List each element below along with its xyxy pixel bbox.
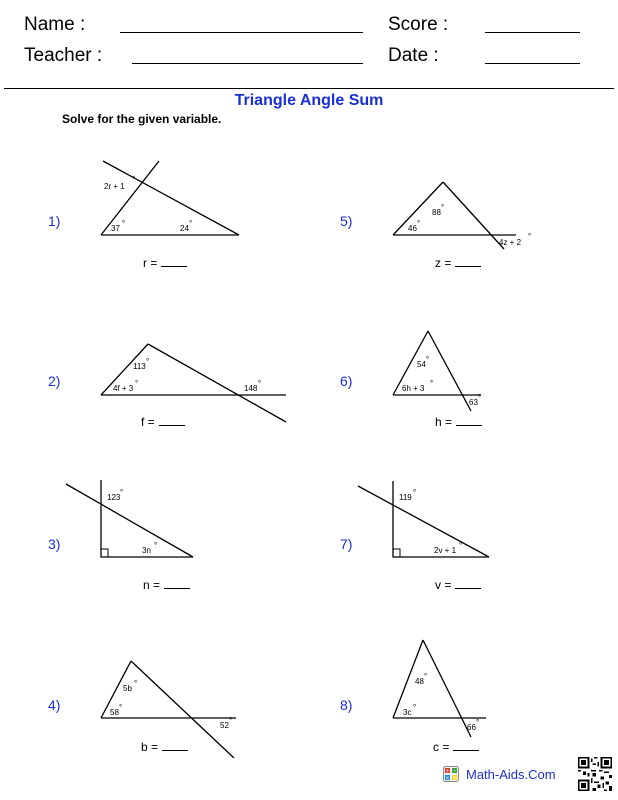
- svg-text:°: °: [528, 232, 532, 241]
- triangle-figure: [328, 320, 598, 470]
- name-field[interactable]: [120, 32, 363, 33]
- problem-number: 5): [340, 213, 353, 229]
- svg-text:+: +: [445, 768, 450, 775]
- angle-label: 6h + 3: [402, 384, 425, 393]
- problem-8: [328, 640, 598, 790]
- header-divider: [4, 88, 614, 89]
- date-label: Date :: [388, 45, 439, 66]
- answer-label: h =: [435, 415, 453, 429]
- angle-label: 3n: [142, 546, 151, 555]
- angle-label: 66: [467, 723, 476, 732]
- calculator-icon: [443, 766, 459, 782]
- svg-text:°: °: [154, 541, 158, 550]
- problem-number: 1): [48, 213, 61, 229]
- answer-blank[interactable]: [455, 256, 481, 267]
- svg-text:°: °: [430, 379, 434, 388]
- triangle-figure: [36, 320, 306, 470]
- worksheet-title: Triangle Angle Sum: [234, 92, 384, 109]
- svg-text:°: °: [119, 703, 123, 712]
- svg-text:°: °: [441, 203, 445, 212]
- score-field[interactable]: [485, 32, 580, 33]
- problem-number: 6): [340, 373, 353, 389]
- problem-number: 2): [48, 373, 61, 389]
- svg-text:×: ×: [445, 775, 450, 782]
- triangle-figure: [36, 640, 306, 790]
- answer-label: n =: [143, 578, 161, 592]
- svg-text:−: −: [452, 768, 457, 775]
- svg-text:°: °: [424, 672, 428, 681]
- problem-2: [36, 320, 306, 470]
- svg-text:°: °: [258, 379, 262, 388]
- angle-label: 2r + 1: [104, 182, 125, 191]
- svg-text:°: °: [135, 379, 139, 388]
- answer-blank[interactable]: [455, 578, 481, 589]
- brand-name[interactable]: Math-Aids.Com: [466, 767, 556, 782]
- angle-label: 2v + 1: [434, 546, 457, 555]
- answer-label: b =: [141, 740, 159, 754]
- angle-label: 24: [180, 224, 189, 233]
- svg-text:°: °: [478, 393, 482, 402]
- problem-7: [328, 478, 598, 628]
- answer-line[interactable]: [435, 415, 482, 429]
- triangle-figure: [36, 155, 306, 305]
- triangle-figure: [328, 640, 598, 790]
- angle-label: 63: [469, 398, 478, 407]
- answer-line[interactable]: [435, 578, 481, 592]
- answer-line[interactable]: [143, 256, 187, 270]
- problem-number: 7): [340, 536, 353, 552]
- angle-label: 119: [399, 493, 412, 502]
- teacher-label: Teacher :: [24, 45, 103, 66]
- instructions: Solve for the given variable.: [62, 112, 222, 126]
- triangle-figure: [328, 478, 598, 628]
- answer-line[interactable]: [141, 740, 188, 754]
- angle-label: 3c: [403, 708, 412, 717]
- svg-text:°: °: [134, 679, 138, 688]
- svg-text:÷: ÷: [452, 775, 457, 782]
- svg-text:°: °: [417, 219, 421, 228]
- answer-line[interactable]: [141, 415, 185, 429]
- svg-text:°: °: [426, 355, 430, 364]
- triangle-figure: [328, 155, 598, 305]
- answer-label: r =: [143, 256, 158, 270]
- angle-label: 4z + 2: [499, 238, 522, 247]
- svg-text:°: °: [132, 175, 136, 184]
- svg-text:°: °: [476, 718, 480, 727]
- svg-text:°: °: [122, 219, 126, 228]
- date-field[interactable]: [485, 63, 580, 64]
- angle-label: 54: [417, 360, 426, 369]
- angle-label: 88: [432, 208, 441, 217]
- score-label: Score :: [388, 14, 449, 35]
- problem-number: 4): [48, 697, 61, 713]
- answer-blank[interactable]: [162, 740, 188, 751]
- angle-label: 4f + 3: [113, 384, 134, 393]
- answer-line[interactable]: [433, 740, 479, 754]
- answer-blank[interactable]: [453, 740, 479, 751]
- angle-label: 58: [110, 708, 119, 717]
- teacher-field[interactable]: [132, 63, 363, 64]
- triangle-figure: [36, 478, 306, 628]
- answer-label: v =: [435, 578, 452, 592]
- angle-label: 52: [220, 721, 229, 730]
- svg-text:°: °: [120, 488, 124, 497]
- answer-label: z =: [435, 256, 452, 270]
- qr-code: [578, 757, 612, 791]
- angle-label: 46: [408, 224, 417, 233]
- angle-label: 123: [107, 493, 121, 502]
- svg-text:°: °: [459, 541, 463, 550]
- answer-blank[interactable]: [159, 415, 185, 426]
- svg-text:°: °: [146, 357, 150, 366]
- answer-line[interactable]: [143, 578, 190, 592]
- answer-blank[interactable]: [456, 415, 482, 426]
- problem-4: [36, 640, 306, 790]
- angle-label: 148: [244, 384, 258, 393]
- angle-label: 37: [111, 224, 120, 233]
- answer-blank[interactable]: [161, 256, 187, 267]
- svg-text:°: °: [413, 488, 417, 497]
- problem-3: [36, 478, 306, 628]
- svg-text:°: °: [413, 703, 417, 712]
- problem-1: [36, 155, 306, 305]
- angle-label: 48: [415, 677, 424, 686]
- problem-6: [328, 320, 598, 470]
- angle-label: 5b: [123, 684, 132, 693]
- problem-number: 8): [340, 697, 353, 713]
- problem-5: [328, 155, 598, 305]
- problem-number: 3): [48, 536, 61, 552]
- svg-text:°: °: [189, 219, 193, 228]
- answer-label: c =: [433, 740, 450, 754]
- svg-text:°: °: [229, 716, 233, 725]
- answer-blank[interactable]: [164, 578, 190, 589]
- answer-line[interactable]: [435, 256, 481, 270]
- name-label: Name :: [24, 14, 86, 35]
- angle-label: 113: [133, 362, 146, 371]
- answer-label: f =: [141, 415, 155, 429]
